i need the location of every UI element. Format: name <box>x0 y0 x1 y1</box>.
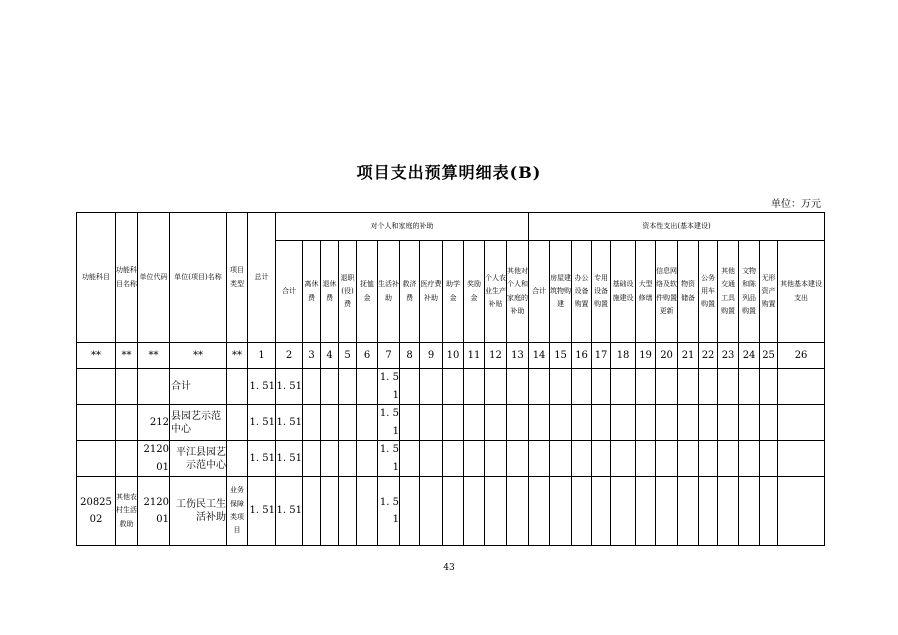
page-number: 43 <box>443 563 455 573</box>
column-number: 2 <box>276 343 303 369</box>
header-personal-col: 助学金 <box>443 241 464 343</box>
cell-unit-name: 县园艺示范中心 <box>170 405 227 441</box>
header-capital-col: 信息网络及软件购置更新 <box>656 241 678 343</box>
column-number: 15 <box>550 343 572 369</box>
column-number: ** <box>227 343 248 369</box>
header-capital-col: 其他基本建设支出 <box>778 241 825 343</box>
cell-project-type <box>227 405 248 441</box>
header-unit-code: 单位代码 <box>138 213 170 343</box>
cell-func-code: 2082502 <box>77 477 116 546</box>
column-number: 7 <box>378 343 400 369</box>
column-number: ** <box>170 343 227 369</box>
header-unit-name: 单位(项目)名称 <box>170 213 227 343</box>
column-number-row <box>77 343 825 369</box>
cell-project-type <box>227 369 248 405</box>
column-number: 9 <box>420 343 443 369</box>
column-number: 21 <box>678 343 699 369</box>
header-capital-col: 物资储备 <box>678 241 699 343</box>
column-number: 24 <box>739 343 760 369</box>
cell-unit-code <box>138 369 170 405</box>
cell-living-subsidy: 1. 51 <box>378 441 400 477</box>
header-row-1 <box>77 213 825 241</box>
header-personal-col: 退职(役)费 <box>339 241 357 343</box>
header-personal-col: 离休费 <box>303 241 321 343</box>
table-row <box>77 441 825 477</box>
cell-func-name <box>116 441 138 477</box>
column-number: 16 <box>572 343 592 369</box>
cell-func-code <box>77 441 116 477</box>
cell-project-type <box>227 441 248 477</box>
column-number: 20 <box>656 343 678 369</box>
cell-func-code <box>77 369 116 405</box>
cell-project-type: 业务保障类项目 <box>227 477 248 546</box>
cell-personal-total: 1. 51 <box>276 405 303 441</box>
column-number: 10 <box>443 343 464 369</box>
page-title: 项目支出预算明细表(B) <box>356 163 542 182</box>
column-number: 4 <box>321 343 339 369</box>
column-number: 17 <box>592 343 611 369</box>
column-number: 26 <box>778 343 825 369</box>
column-number: ** <box>138 343 170 369</box>
table-row <box>77 405 825 441</box>
cell-unit-code: 212 <box>138 405 170 441</box>
cell-living-subsidy: 1. 51 <box>378 369 400 405</box>
header-capital-col: 无形资产购置 <box>760 241 778 343</box>
column-number: ** <box>77 343 116 369</box>
cell-unit-code: 212001 <box>138 441 170 477</box>
column-number: 11 <box>464 343 485 369</box>
table-row <box>77 369 825 405</box>
header-capital-col: 大型修缮 <box>636 241 656 343</box>
header-personal-col: 生活补助 <box>378 241 400 343</box>
header-group-personal: 对个人和家庭的补助 <box>276 213 529 241</box>
cell-personal-total: 1. 51 <box>276 369 303 405</box>
cell-total: 1. 51 <box>248 405 276 441</box>
header-capital-col: 办公设备购置 <box>572 241 592 343</box>
cell-func-code <box>77 405 116 441</box>
column-number: 6 <box>357 343 378 369</box>
header-capital-col: 基础设施建设 <box>611 241 636 343</box>
cell-unit-code: 212001 <box>138 477 170 546</box>
column-number: 19 <box>636 343 656 369</box>
column-number: 8 <box>400 343 420 369</box>
cell-unit-name: 平江县园艺示范中心 <box>170 441 227 477</box>
header-personal-col: 奖励金 <box>464 241 485 343</box>
cell-personal-total: 1. 51 <box>276 441 303 477</box>
header-personal-col: 合计 <box>276 241 303 343</box>
column-number: 12 <box>485 343 507 369</box>
cell-personal-total: 1. 51 <box>276 477 303 546</box>
column-number: 25 <box>760 343 778 369</box>
table-row <box>77 477 825 546</box>
column-number: ** <box>116 343 138 369</box>
cell-func-name <box>116 369 138 405</box>
header-personal-col: 救济费 <box>400 241 420 343</box>
column-number: 13 <box>507 343 529 369</box>
header-capital-col: 房屋建筑物购建 <box>550 241 572 343</box>
header-personal-col: 抚恤金 <box>357 241 378 343</box>
header-project-type: 项目类型 <box>227 213 248 343</box>
header-personal-col: 退休费 <box>321 241 339 343</box>
header-personal-col: 其他对个人和家庭的补助 <box>507 241 529 343</box>
column-number: 14 <box>529 343 550 369</box>
column-number: 3 <box>303 343 321 369</box>
header-capital-col: 专用设备购置 <box>592 241 611 343</box>
cell-func-name <box>116 405 138 441</box>
header-capital-col: 文物和陈列品购置 <box>739 241 760 343</box>
cell-total: 1. 51 <box>248 369 276 405</box>
column-number: 1 <box>248 343 276 369</box>
cell-total: 1. 51 <box>248 477 276 546</box>
column-number: 18 <box>611 343 636 369</box>
header-group-capital: 资本性支出(基本建设) <box>529 213 825 241</box>
cell-living-subsidy: 1. 51 <box>378 405 400 441</box>
header-func-code: 功能科目 <box>77 213 116 343</box>
header-capital-col: 公务用车购置 <box>699 241 718 343</box>
cell-living-subsidy: 1. 51 <box>378 477 400 546</box>
budget-table <box>76 212 825 546</box>
header-capital-col: 合计 <box>529 241 550 343</box>
cell-total: 1. 51 <box>248 441 276 477</box>
unit-label: 单位：万元 <box>771 199 821 210</box>
header-total: 总计 <box>248 213 276 343</box>
column-number: 5 <box>339 343 357 369</box>
header-capital-col: 其他交通工具购置 <box>718 241 739 343</box>
cell-unit-name: 工伤民工生活补助 <box>170 477 227 546</box>
header-personal-col: 个人农业生产补贴 <box>485 241 507 343</box>
cell-func-name: 其他农村生活救助 <box>116 477 138 546</box>
header-func-name: 功能科目名称 <box>116 213 138 343</box>
header-personal-col: 医疗费补助 <box>420 241 443 343</box>
column-number: 22 <box>699 343 718 369</box>
cell-unit-name: 合计 <box>170 369 227 405</box>
column-number: 23 <box>718 343 739 369</box>
